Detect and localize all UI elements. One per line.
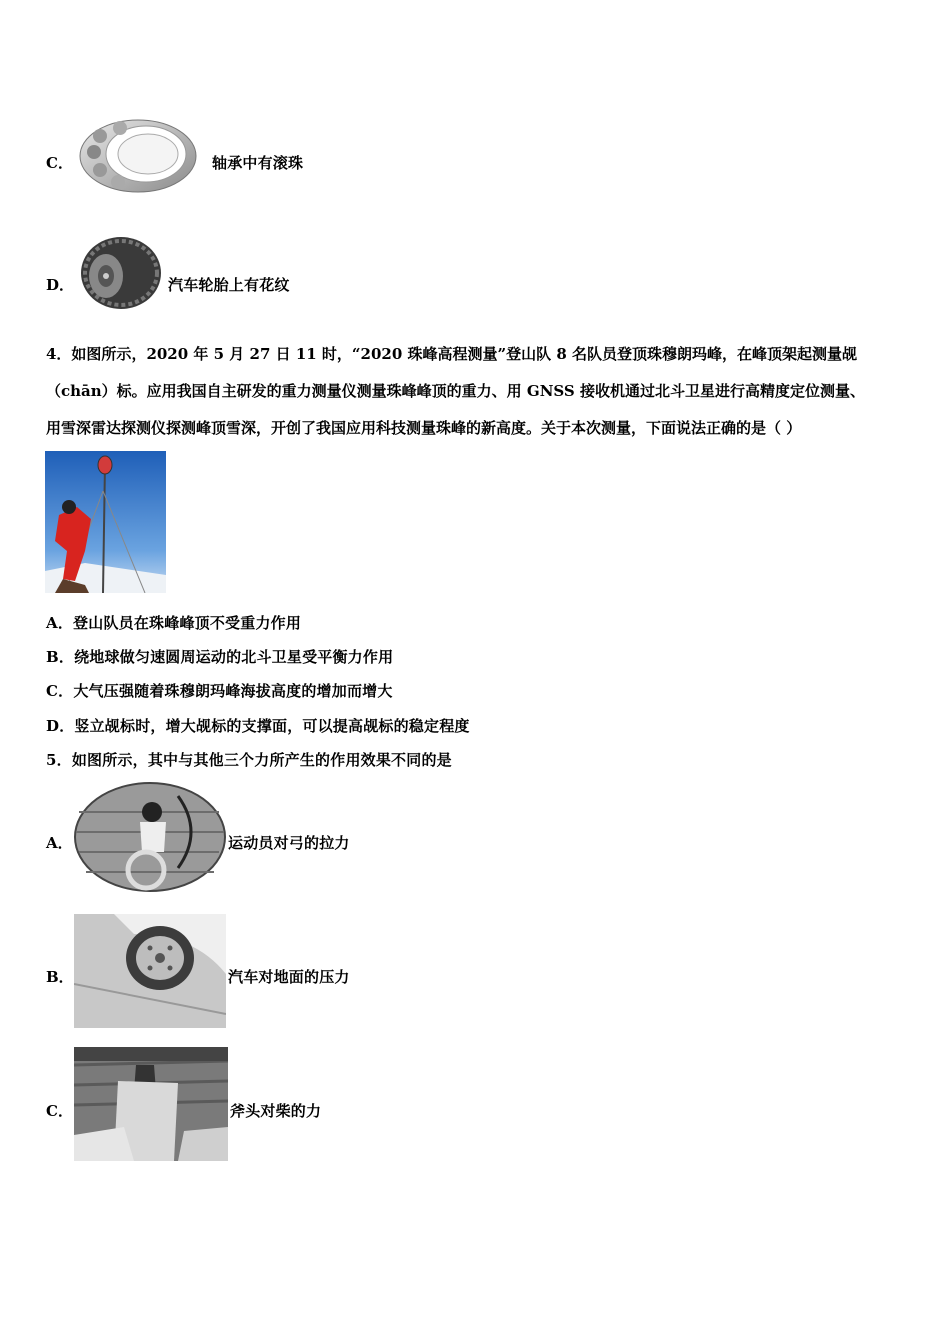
option-text-c: 轴承中有滚珠 bbox=[212, 154, 304, 172]
axe-chopping-image bbox=[74, 1047, 228, 1161]
q5-option-label-c: C． bbox=[46, 1102, 73, 1120]
q4-stem-line2: （chān）标。应用我国自主研发的重力测量仪测量珠峰峰顶的重力、用 GNSS 接收机通过北斗卫星进行高精度定位测量、 bbox=[46, 382, 865, 400]
q5-option-label-a: A． bbox=[46, 834, 73, 852]
option-text-d: 汽车轮胎上有花纹 bbox=[168, 276, 290, 294]
q4-option-c: C．大气压强随着珠穆朗玛峰海拔高度的增加而增大 bbox=[46, 682, 393, 700]
q4-option-a: A．登山队员在珠峰峰顶不受重力作用 bbox=[46, 614, 302, 632]
q5-option-text-a: 运动员对弓的拉力 bbox=[228, 834, 350, 852]
q4-option-d: D．竖立觇标时，增大觇标的支撑面，可以提高觇标的稳定程度 bbox=[46, 717, 470, 735]
option-label-c: C． bbox=[46, 154, 73, 172]
archer-image bbox=[74, 782, 226, 892]
option-label-d: D． bbox=[46, 276, 75, 294]
q5-option-label-b: B． bbox=[46, 968, 74, 986]
tire-image bbox=[80, 236, 162, 310]
q5-stem: 5．如图所示，其中与其他三个力所产生的作用效果不同的是 bbox=[46, 751, 452, 769]
q4-stem-line1: 4．如图所示，2020 年 5 月 27 日 11 时，“2020 珠峰高程测量”登山队 8 名队员登顶珠穆朗玛峰，在峰顶架起测量觇 bbox=[46, 345, 858, 363]
everest-summit-photo bbox=[45, 451, 166, 593]
car-tire-ground-image bbox=[74, 914, 226, 1028]
q4-stem-line3: 用雪深雷达探测仪探测峰顶雪深，开创了我国应用科技测量珠峰的新高度。关于本次测量，下面说法正确的是（ ） bbox=[46, 419, 802, 437]
bearing-image bbox=[78, 114, 202, 194]
q5-option-text-c: 斧头对柴的力 bbox=[230, 1102, 322, 1120]
q5-option-text-b: 汽车对地面的压力 bbox=[228, 968, 350, 986]
q4-option-b: B．绕地球做匀速圆周运动的北斗卫星受平衡力作用 bbox=[46, 648, 394, 666]
